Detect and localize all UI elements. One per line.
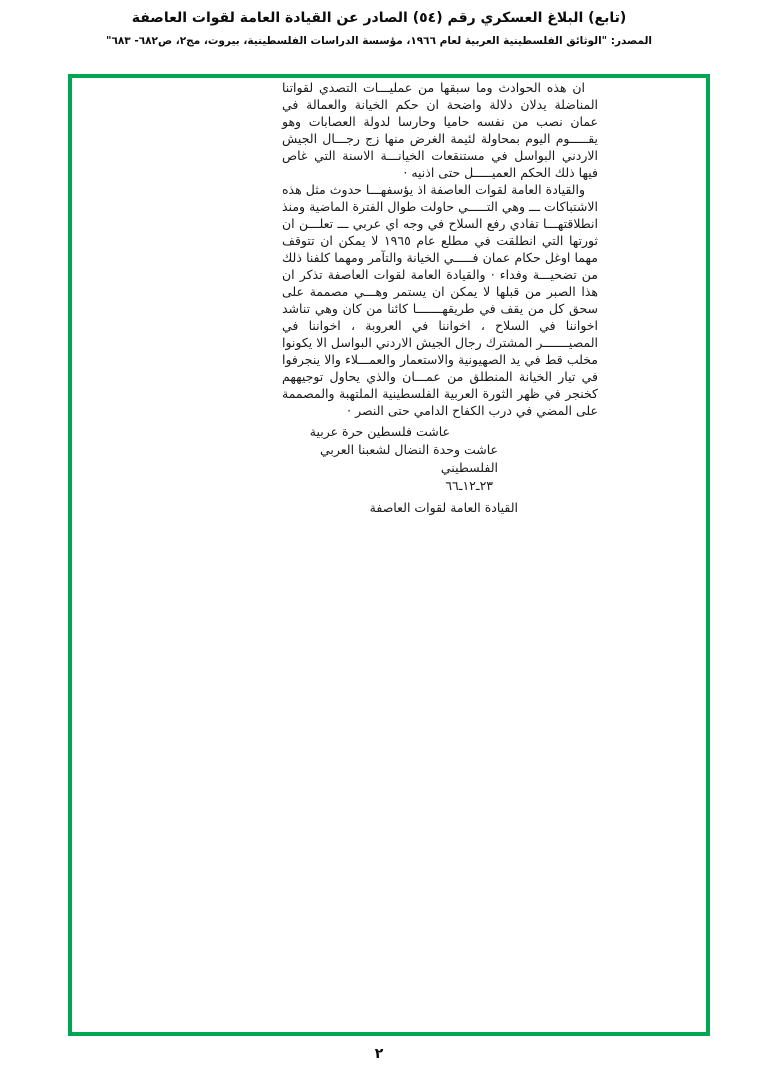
source-citation-line: المصدر: "الوثائق الفلسطينية العربية لعام ١٩٦٦، مؤسسة الدراسات الفلسطينية، بيروت، مج٢، ص٦٨٢- ٦٨٣" [105,35,653,47]
closing-date: ٢٣ـ١٢ـ٦٦ [445,478,493,493]
closing-slogan-2: عاشت وحدة النضال لشعبنا العربي الفلسطيني [319,442,498,475]
page-number: ٢ [374,1046,384,1062]
signature-line: القيادة العامة لقوات العاصفة [369,500,518,515]
document-title: (تابع) البلاغ العسكري رقم (٥٤) الصادر عن القيادة العامة لقوات العاصفة [131,10,627,26]
body-paragraph-1: ان هذه الحوادث وما سبقها من عمليـــات التصدي لقواتنا المناضلة يدلان دلالة واضحة ان حكم الخيانة والعمالة في عمان نصب من نفسه حاميا وحارسا لدولة العصابات وهو يقـــــوم اليوم بمحاولة لئيمة الغرض منها زج رجـــال الجيش الاردني البواسل في مستنقعات الخيانـــة الاسنة التي غاص فيها ذلك الحكم العميـــــل حتى اذنيه · [282,80,598,180]
closing-block [282,423,598,517]
body-paragraph-2: والقيادة العامة لقوات العاصفة اذ يؤسفهـــا حدوث مثل هذه الاشتباكات ـــ وهي التـــــي حاولت طوال الفترة الماضية ومنذ انطلاقتهـــا تفادي رفع السلاح في وجه اي عربي ـــ تعلـــن ان ثورتها التي انطلقت في مطلع عام ١٩٦٥ لا يمكن ان تتوقف مهما اوغل حكام عمان فـــــي الخيانة والتآمر ومهما كلفنا ذلك من تضحيـــة وفداء · والقيادة العامة لقوات العاصفة تذكر ان هذا الصبر من قبلها لا يمكن ان يستمر وهـــي مصممة على سحق كل من يقف في طريقهـــــــا كائنا من كان وهي تناشد اخواننا في السلاح ، اخواننا في العروبة ، اخواننا في المصيـــــــر المشترك رجال الجيش الاردني البواسل الا يكونوا مخلب قط في يد الصهيونية والاستعمار والعمـــلاء والا ينجرفوا في تيار الخيانة المنطلق من عمـــان والذي يحاول توجيههم كخنجر في ظهر الثورة العربية الفلسطينية الملتهبة والمصممة على المضي في درب الكفاح الدامي حتى النصر · [282,182,598,418]
document-header [0,10,758,47]
document-body [282,79,598,517]
closing-slogan-1: عاشت فلسطين حرة عربية [309,424,450,439]
